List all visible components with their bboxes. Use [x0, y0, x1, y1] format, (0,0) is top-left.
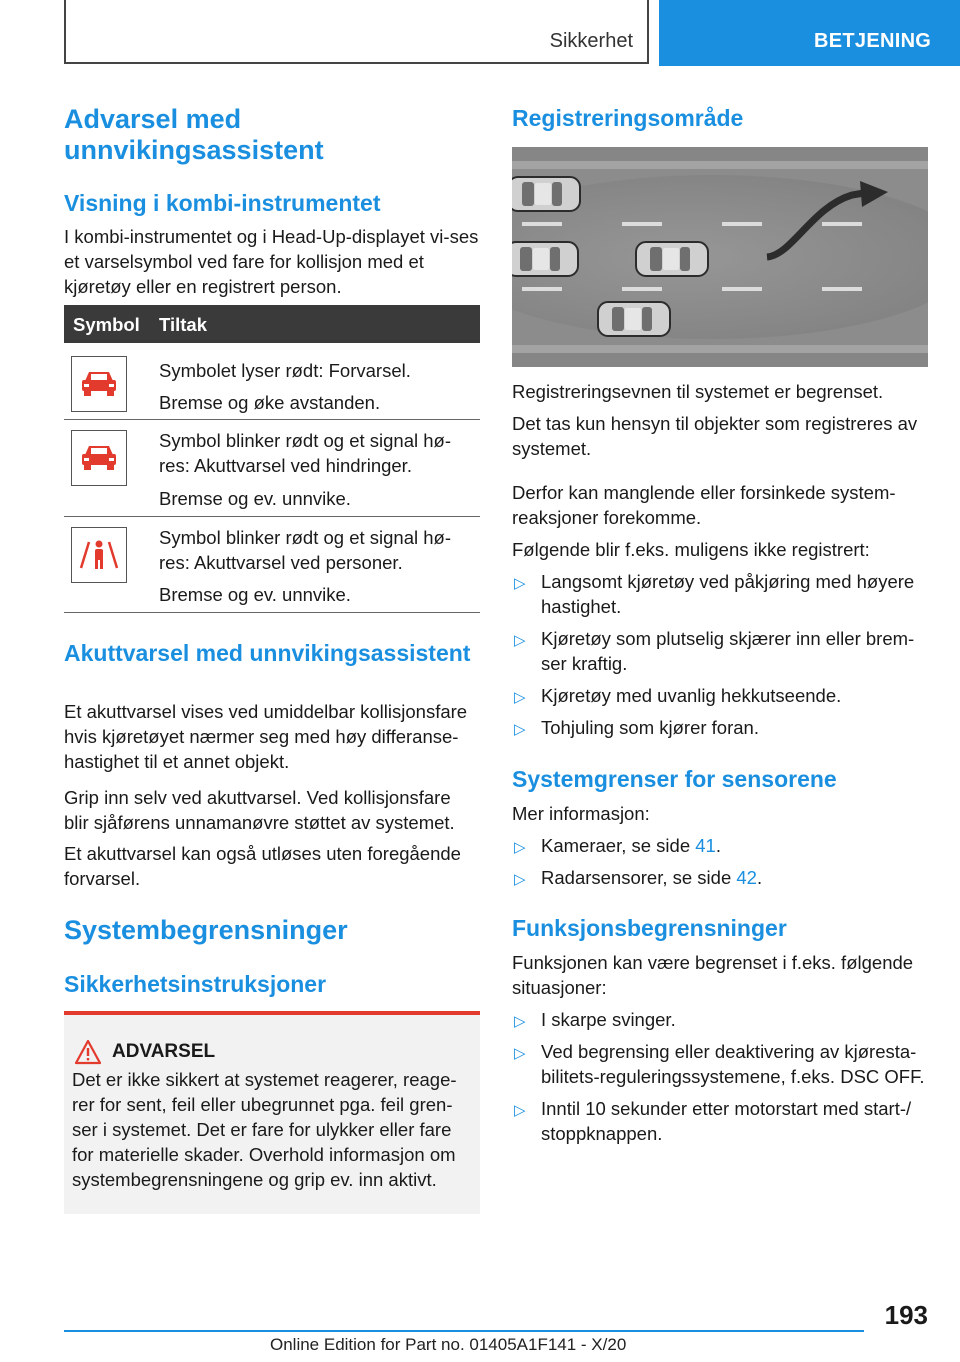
heading-akuttvarsel: Akuttvarsel med unnvikingsassistent — [64, 640, 471, 666]
pedestrian-warning-icon — [71, 527, 127, 583]
row3-text1: Symbol blinker rødt og et signal hø-res: Akuttvarsel ved personer. — [159, 527, 452, 573]
footer-edition: Online Edition for Part no. 01405A1F141 - X/20 — [270, 1335, 627, 1354]
list-item: ▷ I skarpe svinger. — [514, 1009, 676, 1030]
paragraph-sensor: Mer informasjon: — [512, 803, 650, 824]
list-item: ▷ Tohjuling som kjører foran. — [514, 717, 759, 738]
list-item: ▷ Kjøretøy med uvanlig hekkutseende. — [514, 685, 842, 706]
paragraph-akutt-1: Et akuttvarsel vises ved umiddelbar kollisjonsfare hvis kjøretøyet nærmer seg med høy differanse-hastighet til et annet objekt. — [64, 701, 468, 772]
list-item: ▷ Kjøretøy som plutselig skjærer inn eller brem-ser kraftig. — [514, 628, 915, 674]
car-warning-icon — [71, 356, 127, 412]
page-link-41[interactable]: 41 — [695, 835, 716, 856]
heading-systemgrenser-sensorene: Systemgrenser for sensorene — [512, 766, 837, 792]
list-item: ▷ Radarsensorer, se side 42. — [514, 867, 763, 888]
header-section-box — [64, 0, 649, 64]
warning-triangle-icon — [74, 1039, 102, 1065]
warning-title: ADVARSEL — [112, 1041, 216, 1062]
paragraph-akutt-3: Et akuttvarsel kan også utløses uten foregående forvarsel. — [64, 843, 461, 889]
row1-text2: Bremse og øke avstanden. — [159, 392, 381, 413]
list-item: ▷ Ved begrensing eller deaktivering av kjøresta-bilitets-reguleringssystemene, f.eks. DSC OFF. — [514, 1041, 925, 1087]
heading-advarsel: Advarsel med unnvikingsassistent — [64, 104, 324, 165]
list-funksjon — [512, 1007, 928, 1146]
paragraph-visning: I kombi-instrumentet og i Head-Up-displayet vi-ses et varselsymbol ved fare for kollisjon med et kjøretøy eller en registrert person. — [64, 226, 479, 297]
table-row — [64, 420, 480, 517]
row1-text1: Symbolet lyser rødt: Forvarsel. — [159, 360, 411, 381]
paragraph-reg-2: Det tas kun hensyn til objekter som registreres av systemet. — [512, 413, 918, 459]
detection-area-illustration — [512, 147, 928, 367]
heading-sikkerhetsinstruksjoner: Sikkerhetsinstruksjoner — [64, 971, 327, 997]
page-number: 193 — [884, 1300, 928, 1330]
row2-text2: Bremse og ev. unnvike. — [159, 488, 351, 509]
header-chapter-tab — [659, 0, 960, 66]
warning-box — [64, 1011, 480, 1214]
heading-funksjonsbegrensninger: Funksjonsbegrensninger — [512, 915, 787, 941]
row3-text2: Bremse og ev. unnvike. — [159, 584, 351, 605]
row2-text1: Symbol blinker rødt og et signal hø-res: Akuttvarsel ved hindringer. — [159, 430, 452, 476]
table-row — [64, 517, 480, 613]
table-header-symbol: Symbol — [73, 314, 140, 335]
list-item: ▷ Langsomt kjøretøy ved påkjøring med høyere hastighet. — [514, 571, 915, 617]
table-row — [64, 343, 480, 420]
paragraph-funk: Funksjonen kan være begrenset i f.eks. følgende situasjoner: — [512, 952, 914, 998]
heading-systembegrensninger: Systembegrensninger — [64, 915, 348, 945]
car-warning-icon — [71, 430, 127, 486]
header-chapter-label: BETJENING — [814, 30, 932, 52]
paragraph-reg-3: Derfor kan manglende eller forsinkede system-reaksjoner forekomme. — [512, 482, 896, 528]
paragraph-akutt-2: Grip inn selv ved akuttvarsel. Ved kollisjonsfare blir sjåførens unnamanøvre støttet av systemet. — [64, 787, 455, 833]
table-header — [64, 305, 480, 343]
list-item: ▷ Inntil 10 sekunder etter motorstart med start-/ stoppknappen. — [514, 1098, 912, 1144]
list-item: ▷ Kameraer, se side 41. — [514, 835, 721, 856]
symbol-table — [64, 305, 480, 613]
footer-rule — [64, 1330, 864, 1332]
warning-text: Det er ikke sikkert at systemet reagerer, reage-rer for sent, feil eller ubegrunnet pga. feil gren-ser i systemet. Det er fare for ulykker eller fare for materielle skader. Overhold informasjon om systembegrensningene og grip ev. inn aktivt. — [72, 1069, 457, 1190]
heading-registreringsomrade: Registreringsområde — [512, 105, 744, 131]
list-sensor — [512, 833, 928, 890]
paragraph-reg-4: Følgende blir f.eks. muligens ikke registrert: — [512, 539, 870, 560]
list-registrering — [512, 569, 928, 740]
page-link-42[interactable]: 42 — [736, 867, 757, 888]
heading-visning: Visning i kombi-instrumentet — [64, 190, 381, 216]
table-header-tiltak: Tiltak — [159, 314, 207, 335]
paragraph-reg-1: Registreringsevnen til systemet er begrenset. — [512, 381, 884, 402]
header-section-title: Sikkerhet — [549, 30, 633, 52]
